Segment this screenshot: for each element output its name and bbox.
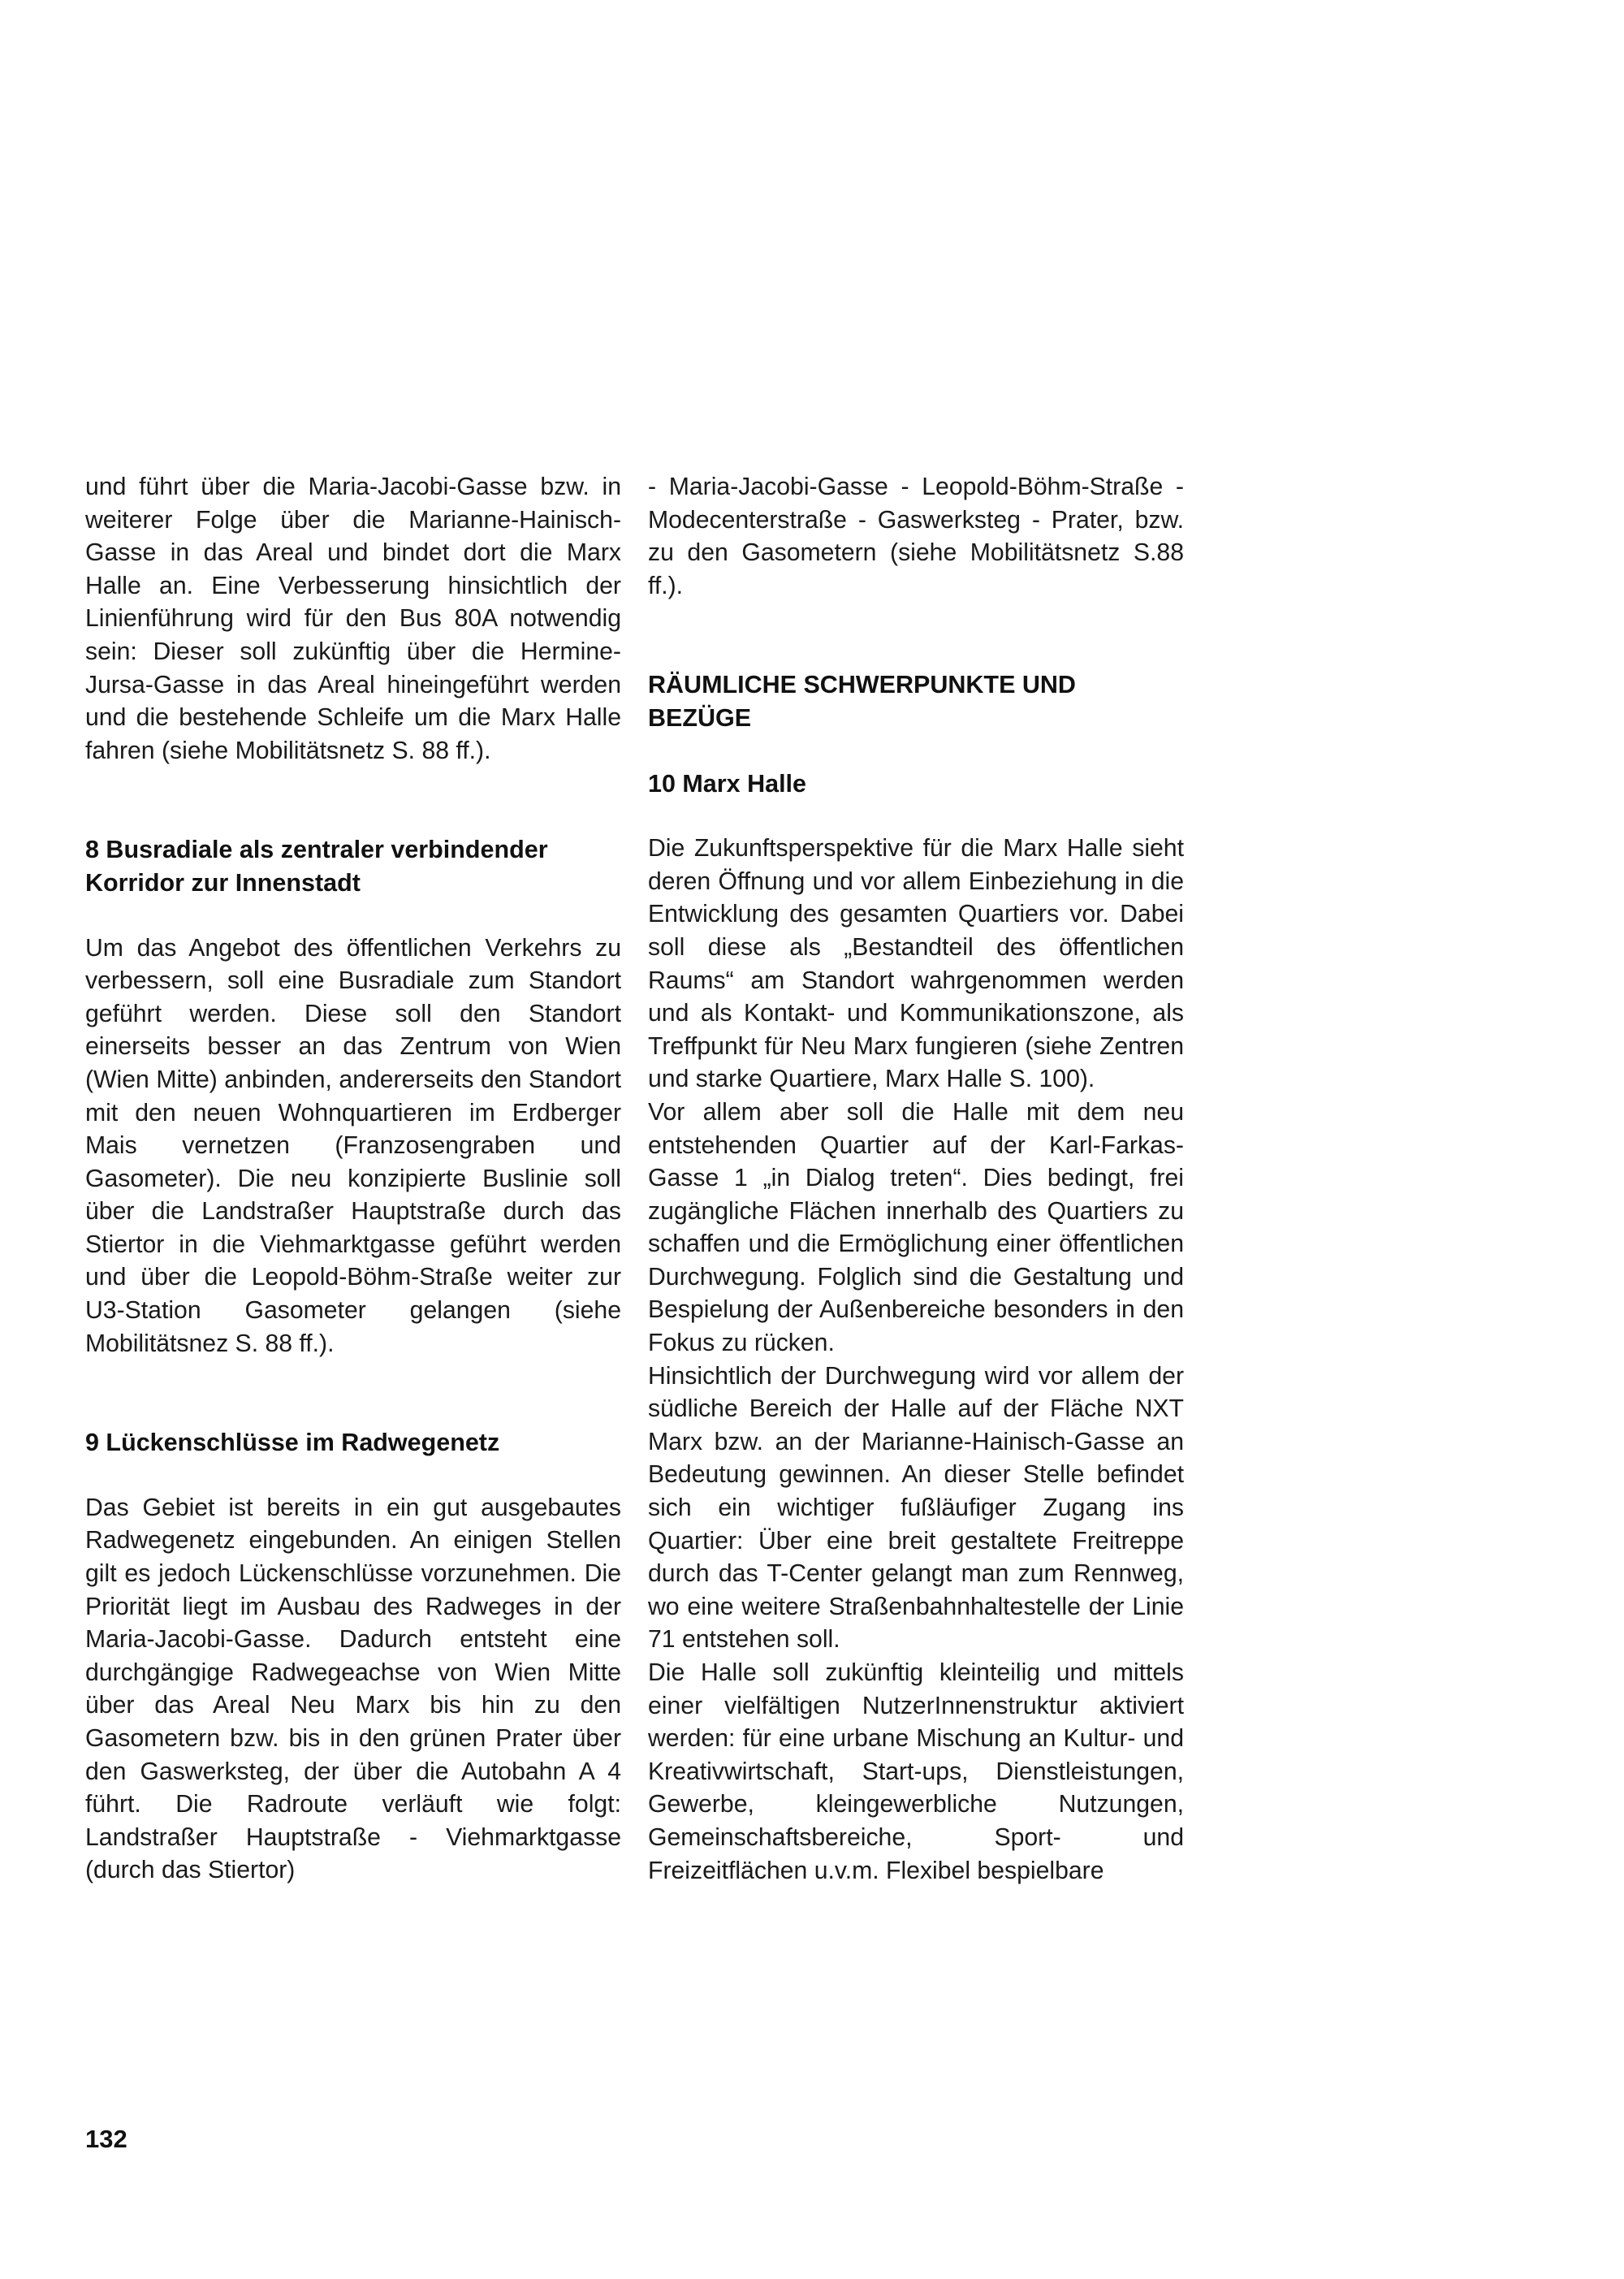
section-10-paragraph-4: Die Halle soll zukünftig kleinteilig und mittels einer vielfältigen NutzerInnenstruktur aktiviert werden: für eine urbane Mischung an Kultur- und Kreativwirtschaft, Start-ups, Dienstleistungen, Gewerbe, kleingewerbliche Nutzungen, Gemeinschaftsbereiche, Sport- und Freizeitflächen u.v.m. Flexibel bespielbare	[648, 1659, 1184, 1884]
intro-paragraph: und führt über die Maria-Jacobi-Gasse bzw. in weiterer Folge über die Marianne-Hainisch-Gasse in das Areal und bindet dort die Marx Halle an. Eine Verbesserung hinsichtlich der Linienführung wird für den Bus 80A notwendig sein: Dieser soll zukünftig über die Hermine-Jursa-Gasse in das Areal hineingeführt werden und die bestehende Schleife um die Marx Halle fahren (siehe Mobilitätsnetz S. 88 ff.).	[85, 474, 621, 764]
main-heading: RÄUMLICHE SCHWERPUNKTE UND BEZÜGE	[648, 671, 1076, 732]
section-9-heading: 9 Lückenschlüsse im Radwegenetz	[85, 1429, 500, 1457]
left-column	[85, 471, 621, 1888]
page-number: 132	[85, 2125, 127, 2153]
section-10-heading: 10 Marx Halle	[648, 769, 806, 798]
section-8-paragraph: Um das Angebot des öffentlichen Verkehrs zu verbessern, soll eine Busradiale zum Standort geführt werden. Diese soll den Standort einerseits besser an das Zentrum von Wien (Wien Mitte) anbinden, andererseits den Standort mit den neuen Wohnquartieren im Erdberger Mais vernetzen (Franzosengraben und Gasometer). Die neu konzipierte Buslinie soll über die Landstraßer Hauptstraße durch das Stiertor in die Viehmarktgasse geführt werden und über die Leopold-Böhm-Straße weiter zur U3-Station Gasometer gelangen (siehe Mobilitätsnez S. 88 ff.).	[85, 934, 621, 1357]
section-10-paragraph-1: Die Zukunftsperspektive für die Marx Halle sieht deren Öffnung und vor allem Einbeziehung in die Entwicklung des gesamten Quartiers vor. Dabei soll diese als „Bestandteil des öffentlichen Raums“ am Standort wahrgenommen werden und als Kontakt- und Kommunikationszone, als Treffpunkt für Neu Marx fungieren (siehe Zentren und starke Quartiere, Marx Halle S. 100).	[648, 835, 1184, 1093]
continuation-paragraph: - Maria-Jacobi-Gasse - Leopold-Böhm-Straße - Modecenterstraße - Gaswerksteg - Prater, bzw. zu den Gasometern (siehe Mobilitätsnetz S.88 ff.).	[648, 474, 1184, 599]
right-column	[648, 471, 1184, 1888]
section-9-paragraph: Das Gebiet ist bereits in ein gut ausgebautes Radwegenetz eingebunden. An einigen Stellen gilt es jedoch Lückenschlüsse vorzunehmen. Die Priorität liegt im Ausbau des Radweges in der Maria-Jacobi-Gasse. Dadurch entsteht eine durchgängige Radwegeachse von Wien Mitte über das Areal Neu Marx bis hin zu den Gasometern bzw. bis in den grünen Prater über den Gaswerksteg, der über die Autobahn A 4 führt. Die Radroute verläuft wie folgt: Landstraßer Hauptstraße - Viehmarktgasse (durch das Stiertor)	[85, 1494, 621, 1884]
section-8-heading: 8 Busradiale als zentraler verbindender Korridor zur Innenstadt	[85, 836, 548, 897]
section-10-paragraph-3: Hinsichtlich der Durchwegung wird vor allem der südliche Bereich der Halle auf der Fläche NXT Marx bzw. an der Marianne-Hainisch-Gasse an Bedeutung gewinnen. An dieser Stelle befindet sich ein wichtiger fußläufiger Zugang ins Quartier: Über eine breit gestaltete Freitreppe durch das T-Center gelangt man zum Rennweg, wo eine weitere Straßenbahnhaltestelle der Linie 71 entstehen soll.	[648, 1362, 1184, 1654]
section-10-paragraph-2: Vor allem aber soll die Halle mit dem neu entstehenden Quartier auf der Karl-Farkas-Gasse 1 „in Dialog treten“. Dies bedingt, frei zugängliche Flächen innerhalb des Quartiers zu schaffen und die Ermöglichung einer öffentlichen Durchwegung. Folglich sind die Gestaltung und Bespielung der Außenbereiche besonders in den Fokus zu rücken.	[648, 1098, 1184, 1357]
